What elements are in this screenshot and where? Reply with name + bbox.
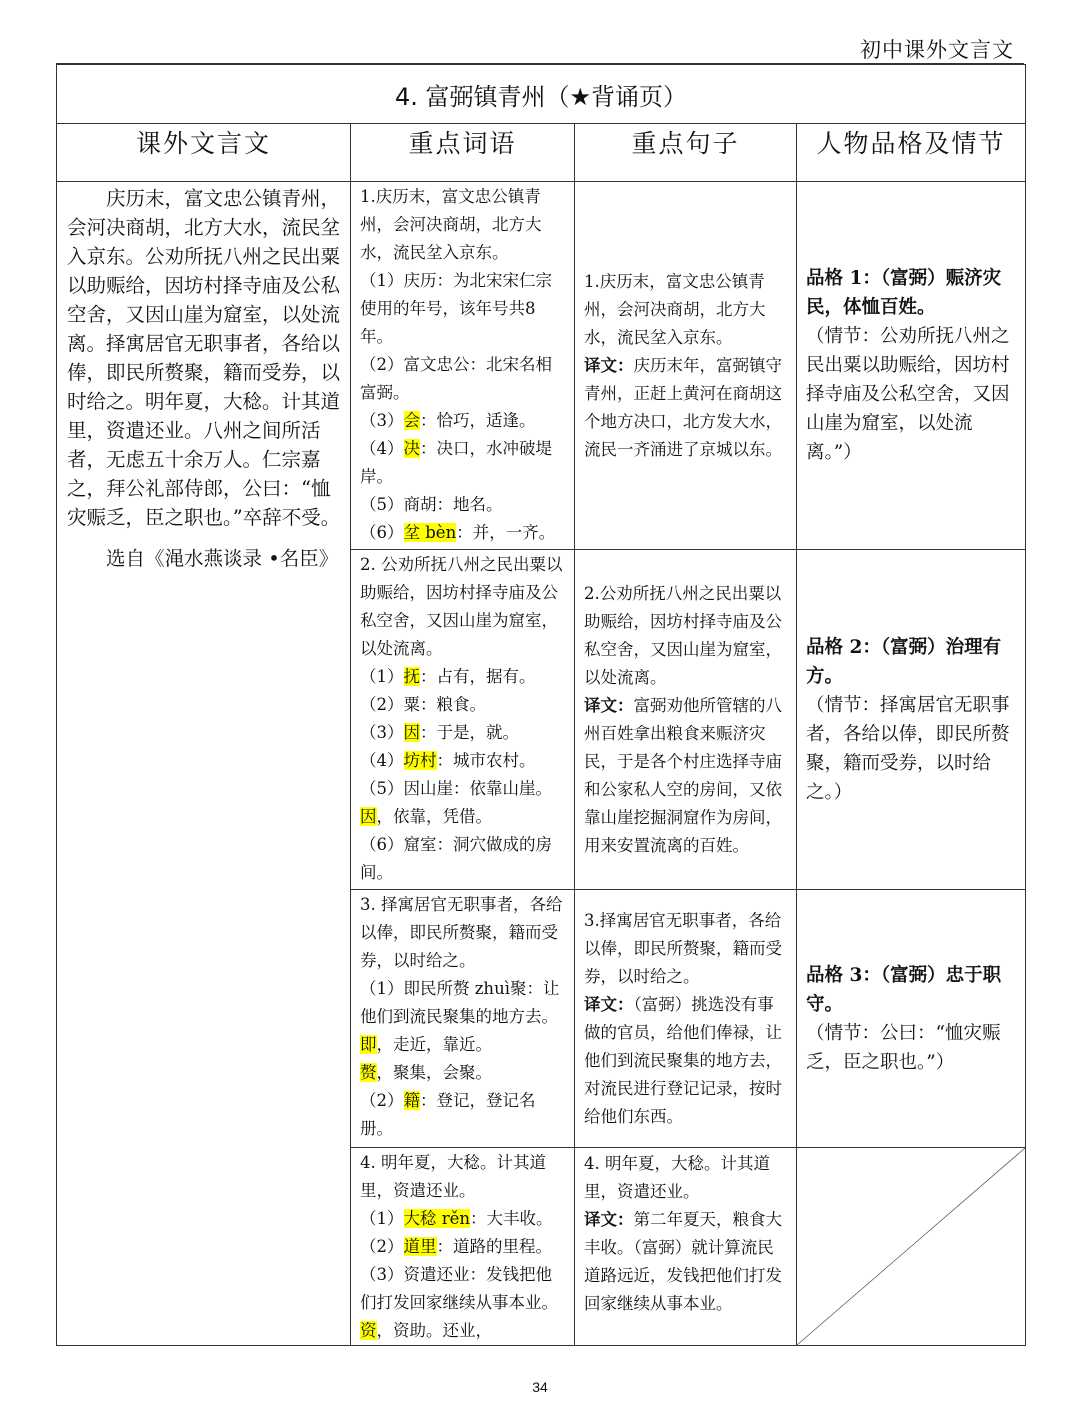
key-word-item: （4）决：决口，水冲破堤岸。 [360,439,552,486]
translation-label: 译文： [584,994,634,1014]
key-sentence: 3.择寓居官无职事者，各给以俸，即民所赘聚，籍而受券，以时给之。 [584,910,782,986]
key-sentence: 2.公劝所抚八州之民出粟以助赈给，因坊村择寺庙及公私空舍，又因山崖为窟室，以处流离。 [584,583,782,687]
key-word-item: 因，依靠，凭借。 [360,807,492,826]
translation: 译文：（富弼）挑选没有事做的官员，给他们俸禄，让他们到流民聚集的地方去，对流民进行登记记录，按时给他们东西。 [584,994,782,1126]
key-word-item: （6）窟室：洞穴做成的房间。 [360,835,552,882]
key-words-sentence: 3. 择寓居官无职事者，各给以俸，即民所赘聚，籍而受券，以时给之。 [360,895,563,970]
diagonal-line [797,1148,1025,1345]
key-word-item: （2）道里：道路的里程。 [360,1237,552,1256]
key-words-cell [351,182,575,550]
column-header-traits: 人物品格及情节 [797,124,1026,182]
trait-plot: （情节：公曰：“恤灾赈乏，臣之职也。”） [806,1022,1001,1073]
page-number: 34 [532,1379,548,1395]
key-words-cell [351,890,575,1148]
header-tag: 初中课外文言文 [860,38,1014,62]
source-text: 庆历末，富文忠公镇青州，会河决商胡，北方大水，流民坌入京东。公劝所抚八州之民出粟以助赈给，因坊村择寺庙及公私空舍，又因山崖为窟室，以处流离。择寓居官无职事者，各给以俸，即民所赘聚，籍而受券，以时给之。明年夏，大稔。计其道里，资遣还业。八州之间所活者，无虑五十余万人。仁宗嘉之，拜公礼部侍郎，公曰：“恤灾赈乏，臣之职也。”卒辞不受。 [67,187,341,529]
trait-cell [797,890,1026,1148]
trait-cell [797,182,1026,550]
highlighted-word: 赘 [360,1063,377,1082]
trait-plot: （情节：择寓居官无职事者，各给以俸，即民所赘聚，籍而受券，以时给之。） [806,694,1010,803]
key-word-item: （3）因：于是，就。 [360,723,519,742]
key-word-item: （1）庆历：为北宋宋仁宗使用的年号，该年号共8年。 [360,271,552,346]
key-sentence: 1.庆历末，富文忠公镇青州，会河决商胡，北方大水，流民坌入京东。 [584,271,766,347]
highlighted-word: 抚 [403,667,420,686]
key-word-item: （5）商胡：地名。 [360,495,503,514]
key-sentence-cell [575,1148,797,1346]
column-header-sentences: 重点句子 [575,124,797,182]
trait-cell [797,550,1026,890]
key-words-cell [351,1148,575,1346]
key-word-item: （2）富文忠公：北宋名相富弼。 [360,355,552,402]
highlighted-word: 资 [360,1321,377,1340]
translation-label: 译文： [584,695,634,715]
translation: 译文：庆历末年，富弼镇守青州，正赶上黄河在商胡这个地方决口，北方发大水，流民一齐涌进了京城以东。 [584,355,782,459]
key-sentence-cell [575,550,797,890]
key-words-cell [351,550,575,890]
highlighted-word: 会 [403,411,420,430]
key-word-item: （2）粟：粮食。 [360,695,486,714]
key-sentence: 4. 明年夏，大稔。计其道里，资遣还业。 [584,1154,770,1201]
highlighted-word: 坊村 [403,751,437,770]
key-word-item: （1）大稔 rěn：大丰收。 [360,1209,553,1228]
study-table [56,64,1026,1346]
column-header-source: 课外文言文 [57,124,351,182]
key-words-sentence: 4. 明年夏，大稔。计其道里，资遣还业。 [360,1153,546,1200]
table-title: 4. 富弼镇青州（★背诵页） [57,65,1026,124]
column-header-words: 重点词语 [351,124,575,182]
key-word-item: （4）坊村：城市农村。 [360,751,536,770]
translation-label: 译文： [584,355,634,375]
highlighted-word: 大稔 rěn [403,1209,471,1228]
key-words-sentence: 1.庆历末，富文忠公镇青州，会河决商胡，北方大水，流民坌入京东。 [360,187,542,262]
empty-diagonal-cell [797,1148,1026,1346]
highlighted-word: 道里 [403,1237,437,1256]
key-sentence-cell [575,182,797,550]
trait-title: 品格 2：（富弼）治理有方。 [806,636,1002,687]
key-word-item: （2）籍：登记，登记名册。 [360,1091,536,1138]
source-text-cell [57,182,351,1346]
key-word-item: 即，走近，靠近。 [360,1035,492,1054]
highlighted-word: 即 [360,1035,377,1054]
highlighted-word: 因 [403,723,420,742]
highlighted-word: 籍 [403,1091,420,1110]
key-word-item: （3）资遣还业：发钱把他们打发回家继续从事本业。资，资助。还业， [360,1265,558,1340]
highlighted-word: 坌 bèn [403,523,457,542]
key-word-item: （6）坌 bèn：并，一齐。 [360,523,556,542]
translation: 译文：第二年夏天，粮食大丰收。（富弼）就计算流民道路远近，发钱把他们打发回家继续从事本业。 [584,1210,782,1313]
key-word-item: （5）因山崖：依靠山崖。 [360,779,552,798]
trait-title: 品格 3：（富弼）忠于职守。 [806,964,1002,1015]
highlighted-word: 决 [403,439,420,458]
key-word-item: 赘，聚集，会聚。 [360,1063,492,1082]
key-word-item: （3）会：恰巧，适逢。 [360,411,536,430]
key-sentence-cell [575,890,797,1148]
trait-title: 品格 1：（富弼）赈济灾民，体恤百姓。 [806,268,1002,318]
highlighted-word: 因 [360,807,377,826]
key-word-item: （1）抚：占有，据有。 [360,667,536,686]
trait-plot: （情节：公劝所抚八州之民出粟以助赈给，因坊村择寺庙及公私空舍，又因山崖为窟室，以处流离。”） [806,326,1010,463]
key-words-sentence: 2. 公劝所抚八州之民出粟以助赈给，因坊村择寺庙及公私空舍，又因山崖为窟室，以处流离。 [360,555,563,658]
translation-label: 译文： [584,1210,634,1229]
source-reference: 选自《渑水燕谈录 •名臣》 [106,547,339,570]
table-row [57,182,1026,550]
key-word-item: （1）即民所赘 zhuì聚：让他们到流民聚集的地方去。 [360,979,560,1026]
translation: 译文：富弼劝他所管辖的八州百姓拿出粮食来赈济灾民，于是各个村庄选择寺庙和公家私人空的房间，又依靠山崖挖掘洞窟作为房间，用来安置流离的百姓。 [584,695,782,855]
column-header-row [57,124,1026,182]
